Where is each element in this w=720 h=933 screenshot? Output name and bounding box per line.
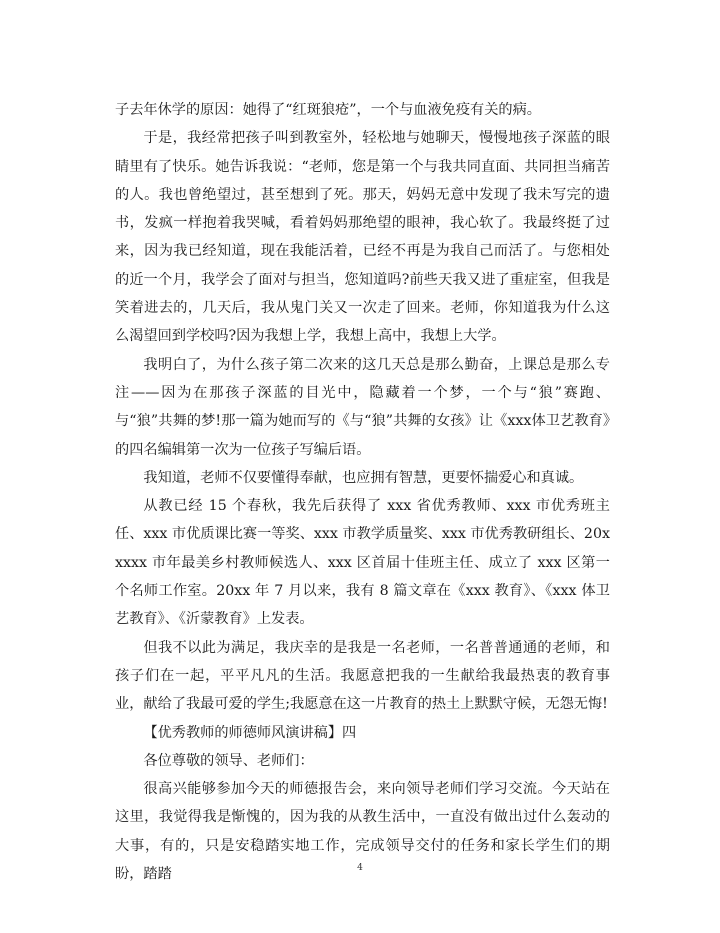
paragraph-1: 子去年休学的原因：她得了“红斑狼疮”，一个与血液免疫有关的病。 [115, 102, 541, 118]
paragraph-2: 于是，我经常把孩子叫到教室外，轻松地与她聊天，慢慢地孩子深蓝的眼睛里有了快乐。她告诉我说：“老师，您是第一个与我共同直面、共同担当痛苦的人。我也曾绝望过，甚至想到了死。那天，妈妈无意中发现了我未写完的遗书，发疯一样抱着我哭喊，看着妈妈那绝望的眼神，我心软了。我最终挺了过来，因为我已经知道，现在我能活着，已经不再是为我自己而活了。与您相处的近一个月，我学会了面对与担当，您知道吗?前些天我又进了重症室，但我是笑着进去的，几天后，我从鬼门关又一次走了回来。老师，你知道我为什么这么渴望回到学校吗?因为我想上学，我想上高中，我想上大学。 [115, 130, 610, 345]
page-number: 4 [357, 863, 363, 873]
section-heading: 【优秀教师的师德师风演讲稿】四 [143, 724, 357, 741]
paragraph-9: 很高兴能够参加今天的师德报告会，来向领导老师们学习交流。今天站在这里，我觉得我是惭愧的，因为我的从教生活中，一直没有做出过什么轰动的大事，有的，只是安稳踏实地工作，完成领导交付的任务和家长学生们的期盼，踏踏 [115, 781, 610, 883]
salutation: 各位尊敬的领导、老师们： [143, 752, 314, 769]
paragraph-5: 从教已经 15 个春秋，我先后获得了 xxx 省优秀教师、xxx 市优秀班主任、xxx 市优质课比赛一等奖、xxx 市教学质量奖、xxx 市优秀教研组长、20xxxxx 市年最美乡村教师候选人、xxx 区首届十佳班主任、成立了 xxx 区第一个名师工作室。20xx 年 7 月以来，我有 8 篇文章在《xxx 教育》、《xxx 体卫艺教育》、《沂蒙教育》上发表。 [115, 498, 610, 628]
paragraph-4: 我知道，老师不仅要懂得奉献，也应拥有智慧，更要怀揣爱心和真诚。 [143, 469, 584, 486]
document-body [115, 96, 610, 888]
paragraph-3: 我明白了，为什么孩子第二次来的这几天总是那么勤奋，上课总是那么专注——因为在那孩子深蓝的目光中，隐藏着一个梦，一个与“狼”赛跑、与“狼”共舞的梦!那一篇为她而写的《与“狼”共舞的女孩》让《xxx体卫艺教育》的四名编辑第一次为一位孩子写编后语。 [115, 356, 610, 458]
paragraph-6: 但我不以此为满足，我庆幸的是我是一名老师，一名普普通通的老师，和孩子们在一起，平平凡凡的生活。我愿意把我的一生献给我最热衷的教育事业，献给了我最可爱的学生;我愿意在这一片教育的热土上默默守候，无怨无悔! [115, 639, 610, 713]
